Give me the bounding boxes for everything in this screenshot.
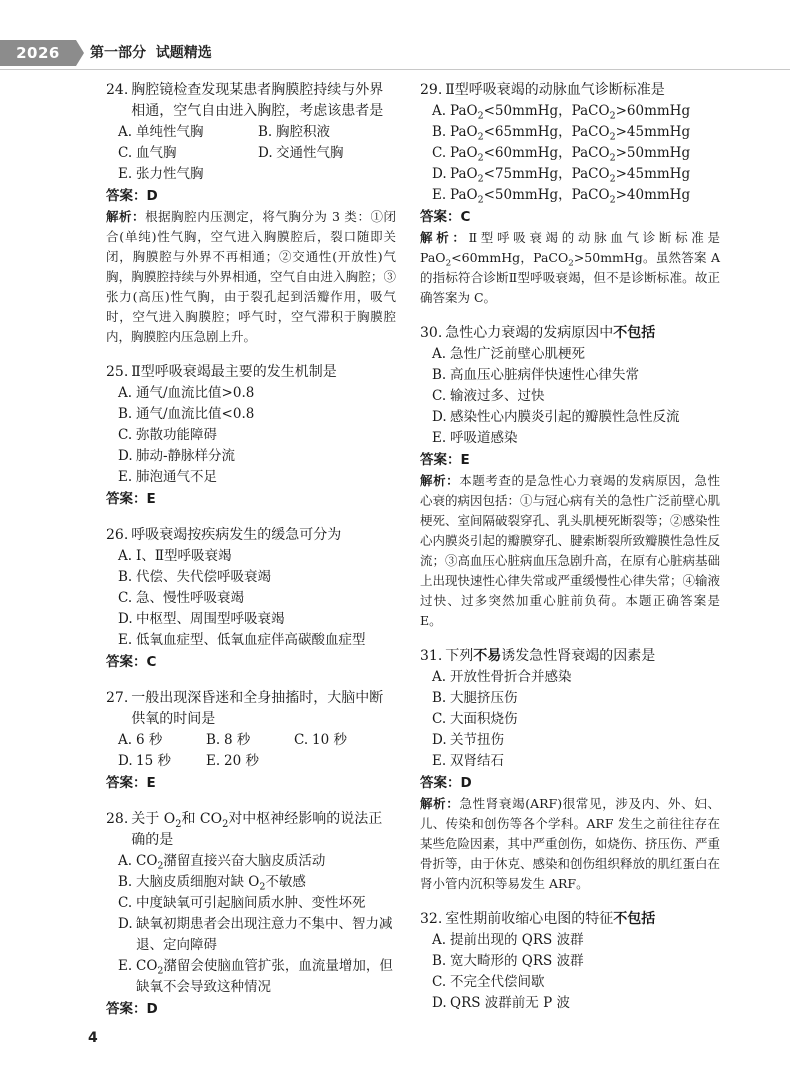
option-letter: A. [432, 346, 447, 362]
option-letter: D. [118, 448, 133, 464]
answer-value: D [146, 188, 158, 204]
question-number: 25. [106, 364, 129, 380]
explanation-text: 本题考查的是急性心力衰竭的发病原因，急性心衰的病因包括：①与冠心病有关的急性广泛前壁心肌梗死、室间隔破裂穿孔、乳头肌梗死断裂等；②感染性心内膜炎引起的瓣膜穿孔、腱索断裂所致瓣膜性急性反流；③高血压心脏病血压急剧升高，在原有心脏病基础上出现快速性心律失常或严重缓慢性心律失常；④输液过快、过多突然加重心脏前负荷。本题正确答案是 E。 [420, 473, 721, 628]
option-a [136, 851, 396, 872]
subscript: 2 [259, 881, 266, 893]
option-row [106, 588, 396, 609]
option-letter: C. [432, 974, 447, 990]
answer-label: 答案： [106, 654, 147, 670]
option-row [420, 667, 720, 688]
option-a: 单纯性气胸 [136, 124, 204, 140]
option-b: 宽大畸形的 QRS 波群 [450, 953, 584, 969]
paco-label: PaCO [571, 103, 610, 119]
pao-value: <50mmHg， [483, 187, 572, 203]
option-row [420, 386, 720, 407]
subscript: 2 [157, 860, 164, 872]
stem-emphasis: 不包括 [613, 325, 656, 341]
question-number: 24. [106, 82, 129, 98]
pao-value: <60mmHg， [483, 145, 572, 161]
option-letter: B. [258, 124, 273, 140]
option-letter: D. [432, 995, 447, 1011]
option-a [450, 101, 720, 122]
option-row [420, 972, 720, 993]
option-letter: B. [432, 690, 447, 706]
option-part: 不敏感 [265, 874, 306, 890]
option-d [450, 164, 720, 185]
option-part: 大脑皮质细胞对缺 O [136, 874, 260, 890]
option-letter: D. [432, 409, 447, 425]
option-letter: B. [432, 124, 447, 140]
option-part: CO [136, 853, 158, 869]
question-31 [420, 646, 720, 894]
answer [106, 185, 396, 207]
option-row [106, 730, 396, 751]
option-letter: E. [432, 753, 447, 769]
pao-value: <65mmHg， [483, 124, 572, 140]
paco-value: >60mmHg [615, 103, 691, 119]
option-row [420, 164, 720, 185]
option-row [106, 446, 396, 467]
subscript: 2 [222, 818, 229, 830]
stem-part: 诱发急性肾衰竭的因素是 [501, 648, 656, 664]
option-e [450, 185, 720, 206]
right-column [420, 80, 720, 1029]
answer-value: D [146, 1001, 158, 1017]
option-row [106, 567, 396, 588]
pao-label: PaO [450, 145, 478, 161]
option-letter: B. [118, 874, 133, 890]
pao-value: <50mmHg， [483, 103, 572, 119]
option-e: 低氧血症型、低氧血症伴高碳酸血症型 [136, 632, 366, 648]
stem-emphasis: 不包括 [613, 911, 656, 927]
option-row [420, 407, 720, 428]
option-d: 交通性气胸 [276, 145, 344, 161]
option-d: 关节扭伤 [450, 732, 504, 748]
option-row [106, 404, 396, 425]
option-letter: D. [258, 145, 273, 161]
question-stem: 胸腔镜检查发现某患者胸膜腔持续与外界相通，空气自由进入胸腔，考虑该患者是 [131, 82, 384, 119]
option-a: 通气/血流比值>0.8 [136, 385, 255, 401]
option-letter: C. [118, 590, 133, 606]
header-title [90, 40, 212, 66]
option-d: 感染性心内膜炎引起的瓣膜性急性反流 [450, 409, 680, 425]
paco-value: >40mmHg [615, 187, 691, 203]
question-stem: Ⅱ型呼吸衰竭的动脉血气诊断标准是 [445, 82, 665, 98]
answer-value: E [146, 775, 156, 791]
option-b [136, 872, 396, 893]
question-stem [445, 323, 720, 344]
question-number: 27. [106, 690, 129, 706]
option-letter: D. [118, 611, 133, 627]
question-number: 32. [420, 911, 443, 927]
subscript: 2 [609, 110, 616, 122]
option-row [106, 467, 396, 488]
question-26 [106, 525, 396, 673]
option-letter: B. [432, 367, 447, 383]
option-d: 缺氧初期患者会出现注意力不集中、智力减退、定向障碍 [136, 916, 393, 953]
question-27 [106, 688, 396, 794]
question-32 [420, 909, 720, 1014]
option-letter: B. [118, 406, 133, 422]
option-row [106, 872, 396, 893]
option-c: 10 秒 [312, 732, 347, 748]
page-header [0, 40, 790, 70]
option-letter: E. [118, 469, 133, 485]
option-c [450, 143, 720, 164]
option-letter: C. [294, 732, 309, 748]
explanation [420, 794, 720, 894]
option-letter: A. [432, 103, 447, 119]
option-letter: D. [118, 916, 133, 932]
question-29 [420, 80, 720, 308]
option-letter: E. [118, 958, 133, 974]
option-letter: E. [432, 430, 447, 446]
option-d: 中枢型、周围型呼吸衰竭 [136, 611, 285, 627]
answer-label: 答案： [420, 209, 461, 225]
answer-value: E [146, 491, 156, 507]
option-row [106, 851, 396, 872]
question-28 [106, 809, 396, 1020]
option-c: 输液过多、过快 [450, 388, 545, 404]
option-b [450, 122, 720, 143]
option-row [420, 101, 720, 122]
option-d: 肺动-静脉样分流 [136, 448, 236, 464]
option-b: 高血压心脏病伴快速性心律失常 [450, 367, 639, 383]
stem-part: 急性心力衰竭的发病原因中 [445, 325, 614, 341]
option-letter: C. [432, 145, 447, 161]
explanation [420, 228, 720, 308]
subscript: 2 [157, 965, 164, 977]
option-part: 潴留直接兴奋大脑皮质活动 [163, 853, 326, 869]
year-badge: 2026 [0, 40, 76, 66]
option-row [420, 143, 720, 164]
option-a: Ⅰ、Ⅱ型呼吸衰竭 [136, 548, 232, 564]
option-row [420, 344, 720, 365]
paco-label: PaCO [571, 145, 610, 161]
option-row [420, 993, 720, 1014]
option-row [106, 122, 396, 143]
option-letter: C. [118, 427, 133, 443]
option-letter: A. [432, 932, 447, 948]
paco-label: PaCO [571, 166, 610, 182]
answer [420, 449, 720, 471]
option-letter: A. [432, 669, 447, 685]
subscript: 2 [477, 131, 484, 143]
option-row [106, 383, 396, 404]
option-row [106, 425, 396, 446]
option-row [106, 914, 396, 956]
option-letter: A. [118, 548, 133, 564]
subscript: 2 [609, 173, 616, 185]
subscript: 2 [477, 194, 484, 206]
question-number: 28. [106, 811, 129, 827]
option-letter: C. [118, 145, 133, 161]
subscript: 2 [609, 152, 616, 164]
pao-label: PaO [450, 103, 478, 119]
option-c: 大面积烧伤 [450, 711, 518, 727]
subscript: 2 [445, 258, 452, 269]
question-stem: Ⅱ型呼吸衰竭最主要的发生机制是 [131, 364, 337, 380]
option-letter: A. [118, 853, 133, 869]
explanation-label: 解析： [420, 796, 460, 811]
subscript: 2 [477, 152, 484, 164]
stem-part: 下列 [445, 648, 474, 664]
paco-label: PaCO [571, 124, 610, 140]
stem-part: 对中枢神经影响的说法正确的是 [131, 811, 383, 848]
option-letter: D. [118, 753, 133, 769]
subscript: 2 [477, 173, 484, 185]
answer-value: C [146, 654, 157, 670]
answer [106, 488, 396, 510]
option-c: 血气胸 [136, 145, 177, 161]
option-letter: E. [118, 166, 133, 182]
question-30 [420, 323, 720, 631]
option-b: 8 秒 [224, 732, 251, 748]
option-letter: D. [432, 732, 447, 748]
option-row [420, 709, 720, 730]
option-row [106, 893, 396, 914]
explanation-text: 急性肾衰竭(ARF)很常见，涉及内、外、妇、儿、传染和创伤等各个学科。ARF 发生之前往往存在某些危险因素，其中严重创伤，如烧伤、挤压伤、严重骨折等，由于休克、感染和创伤组织释放的肌红蛋白在肾小管内沉积等易发生 ARF。 [420, 796, 721, 891]
answer [106, 772, 396, 794]
answer-label: 答案： [106, 491, 147, 507]
pao-label: PaO [450, 166, 478, 182]
option-e-row [106, 164, 396, 185]
left-column [106, 80, 396, 1035]
question-stem [445, 909, 720, 930]
option-letter: C. [118, 895, 133, 911]
subscript: 2 [568, 258, 574, 269]
option-a: 开放性骨折合并感染 [450, 669, 572, 685]
answer-value: D [460, 775, 472, 791]
option-a: 6 秒 [136, 732, 163, 748]
stem-part: 和 CO [181, 811, 223, 827]
option-e: 肺泡通气不足 [136, 469, 217, 485]
option-d: 15 秒 [136, 753, 171, 769]
option-b: 胸腔积液 [276, 124, 330, 140]
answer-label: 答案： [106, 1001, 147, 1017]
option-c: 急、慢性呼吸衰竭 [136, 590, 244, 606]
option-row [420, 428, 720, 449]
option-letter: B. [206, 732, 221, 748]
option-part: CO [136, 958, 158, 974]
option-row [420, 751, 720, 772]
paco-value: >45mmHg [615, 166, 691, 182]
answer [420, 206, 720, 228]
option-letter: E. [206, 753, 221, 769]
option-letter: E. [432, 187, 447, 203]
question-number: 31. [420, 648, 443, 664]
answer-value: C [460, 209, 471, 225]
subscript: 2 [609, 131, 616, 143]
paco-value: >45mmHg [615, 124, 691, 140]
option-row [420, 185, 720, 206]
option-row [106, 546, 396, 567]
option-part: 潴留会使脑血管扩张，血流量增加，但缺氧不会导致这种情况 [136, 958, 393, 995]
section-title: 试题精选 [155, 45, 212, 61]
option-row [106, 609, 396, 630]
option-e: 双肾结石 [450, 753, 504, 769]
section-label: 第一部分 [90, 45, 146, 61]
option-e: 张力性气胸 [136, 166, 204, 182]
option-c: 中度缺氧可引起脑间质水肿、变性坏死 [136, 895, 366, 911]
stem-emphasis: 不易 [473, 648, 502, 664]
subscript: 2 [477, 110, 484, 122]
option-c: 不完全代偿间歇 [450, 974, 545, 990]
question-stem: 一般出现深昏迷和全身抽搐时，大脑中断供氧的时间是 [131, 690, 384, 727]
question-number: 29. [420, 82, 443, 98]
option-letter: A. [118, 124, 133, 140]
answer-label: 答案： [420, 452, 461, 468]
explanation-label: 解析： [420, 230, 469, 245]
option-letter: E. [118, 632, 133, 648]
option-letter: A. [118, 732, 133, 748]
explanation [420, 471, 720, 631]
option-a: 急性广泛前壁心肌梗死 [450, 346, 585, 362]
paco-value: >50mmHg [615, 145, 691, 161]
stem-part: 关于 O [131, 811, 176, 827]
explanation-text: >50mmHg。虽然答案 A 的指标符合诊断Ⅱ型呼吸衰竭，但不是诊断标准。故正确答案为 C。 [420, 250, 720, 305]
question-stem [445, 646, 720, 667]
explanation-label: 解析： [420, 473, 460, 488]
option-row [106, 751, 396, 772]
page-number: 4 [88, 1030, 98, 1046]
question-25 [106, 362, 396, 510]
answer [106, 998, 396, 1020]
answer-label: 答案： [106, 188, 147, 204]
option-row [420, 688, 720, 709]
option-e [136, 956, 396, 998]
answer [106, 651, 396, 673]
option-letter: C. [432, 711, 447, 727]
option-letter: A. [118, 385, 133, 401]
option-d: QRS 波群前无 P 波 [450, 995, 570, 1011]
explanation-text: 根据胸腔内压测定，将气胸分为 3 类：①闭合(单纯)性气胸，空气进入胸膜腔后，裂口随即关闭，胸膜腔与外界不再相通；②交通性(开放性)气胸，胸膜腔持续与外界相通，空气自由进入胸腔；③张力(高压)性气胸，由于裂孔起到活瓣作用，吸气时，空气进入胸膜腔；呼气时，空气滞积于胸膜腔内，胸膜腔内压急剧上升。 [106, 209, 396, 344]
question-stem: 呼吸衰竭按疾病发生的缓急可分为 [131, 527, 342, 543]
answer-label: 答案： [420, 775, 461, 791]
option-b: 大腿挤压伤 [450, 690, 518, 706]
option-e: 呼吸道感染 [450, 430, 518, 446]
subscript: 2 [175, 818, 182, 830]
option-a: 提前出现的 QRS 波群 [450, 932, 584, 948]
explanation-text: <60mmHg，PaCO [451, 250, 569, 265]
option-row [420, 730, 720, 751]
option-row [106, 143, 396, 164]
option-row [106, 956, 396, 998]
option-row [420, 365, 720, 386]
subscript: 2 [609, 194, 616, 206]
option-letter: B. [118, 569, 133, 585]
option-letter: C. [432, 388, 447, 404]
paco-label: PaCO [571, 187, 610, 203]
answer-value: E [460, 452, 470, 468]
option-b: 通气/血流比值<0.8 [136, 406, 255, 422]
explanation [106, 207, 396, 347]
question-number: 30. [420, 325, 443, 341]
question-stem [131, 809, 396, 851]
option-row [106, 630, 396, 651]
question-24 [106, 80, 396, 347]
question-number: 26. [106, 527, 129, 543]
pao-value: <75mmHg， [483, 166, 572, 182]
option-e: 20 秒 [224, 753, 259, 769]
stem-part: 室性期前收缩心电图的特征 [445, 911, 614, 927]
option-letter: D. [432, 166, 447, 182]
pao-label: PaO [450, 187, 478, 203]
option-row [420, 951, 720, 972]
option-letter: B. [432, 953, 447, 969]
answer-label: 答案： [106, 775, 147, 791]
badge-arrow [76, 40, 84, 66]
option-row [420, 122, 720, 143]
answer [420, 772, 720, 794]
option-c: 弥散功能障碍 [136, 427, 217, 443]
option-row [420, 930, 720, 951]
header-divider [0, 69, 790, 70]
option-b: 代偿、失代偿呼吸衰竭 [136, 569, 271, 585]
pao-label: PaO [450, 124, 478, 140]
explanation-label: 解析： [106, 209, 146, 224]
explanation-text: Ⅱ型呼吸衰竭的动脉血气诊断标准是 PaO [420, 230, 720, 265]
